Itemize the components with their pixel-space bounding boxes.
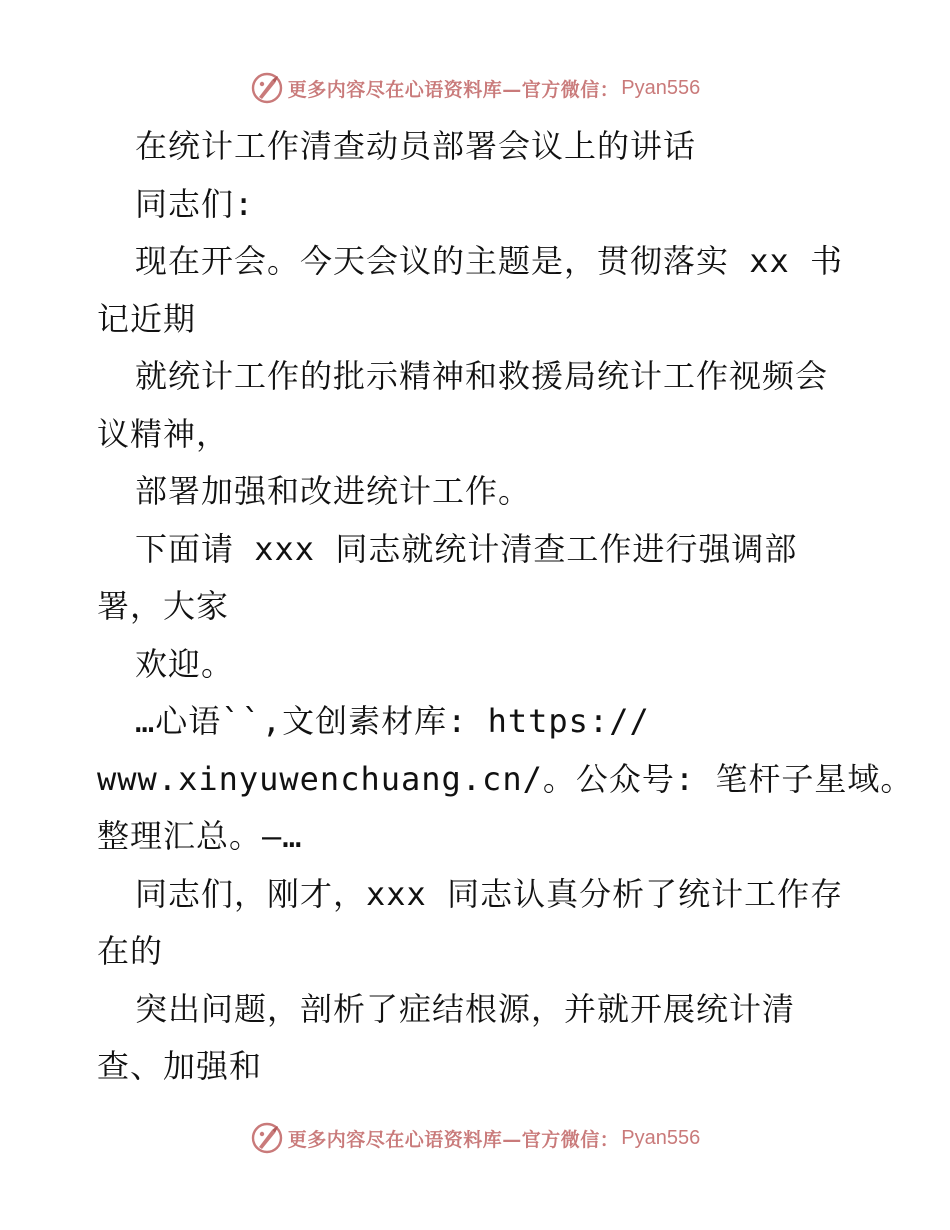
watermark-text: 更多内容尽在心语资料库—官方微信： bbox=[287, 1128, 620, 1151]
text-line: 议精神， bbox=[97, 414, 230, 453]
watermark-wechat-id: Pyan556 bbox=[621, 76, 701, 99]
quill-logo-icon bbox=[250, 1121, 284, 1155]
text-line: 同志们，刚才，xxx 同志认真分析了统计工作存 bbox=[135, 874, 844, 913]
text-line: 整理汇总。—… bbox=[97, 817, 303, 855]
text-line: 在的 bbox=[97, 932, 164, 970]
text-line: 查、加强和 bbox=[97, 1047, 263, 1085]
text-line: 现在开会。今天会议的主题是，贯彻落实 xx 书 bbox=[135, 242, 844, 280]
text-line: 下面请 xxx 同志就统计清查工作进行强调部 bbox=[135, 529, 798, 568]
text-line: 署，大家 bbox=[97, 587, 230, 625]
header-watermark bbox=[0, 68, 950, 108]
text-line: 就统计工作的批示精神和救援局统计工作视频会 bbox=[135, 357, 829, 395]
text-line: 在统计工作清查动员部署会议上的讲话 bbox=[135, 127, 697, 165]
text-line: www.xinyuwenchuang.cn/。公众号: 笔杆子星域。 bbox=[97, 759, 914, 798]
text-line: 突出问题，剖析了症结根源，并就开展统计清 bbox=[135, 989, 796, 1028]
document-body bbox=[97, 118, 914, 1096]
text-line: …心语``,文创素材库: https:// bbox=[135, 702, 650, 740]
watermark-wechat-id: Pyan556 bbox=[621, 1126, 701, 1149]
text-line: 同志们: bbox=[135, 184, 255, 223]
watermark-text: 更多内容尽在心语资料库—官方微信： bbox=[287, 78, 620, 101]
quill-logo-icon bbox=[250, 71, 284, 105]
footer-watermark bbox=[0, 1118, 950, 1158]
text-line: 部署加强和改进统计工作。 bbox=[135, 472, 532, 510]
text-line: 欢迎。 bbox=[135, 644, 235, 683]
text-line: 记近期 bbox=[97, 299, 197, 338]
